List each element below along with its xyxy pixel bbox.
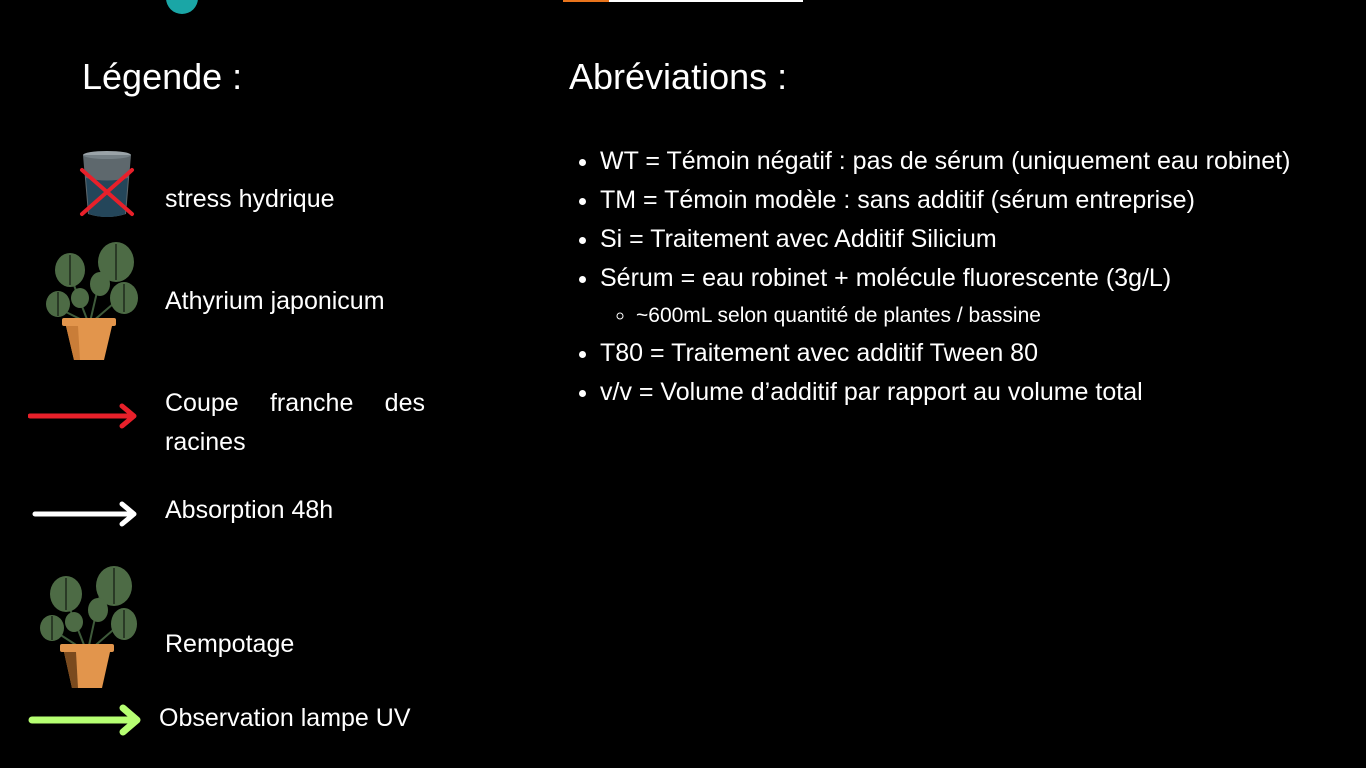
legend-label-rempotage: Rempotage xyxy=(165,630,295,658)
abbr-sub-list xyxy=(600,298,1366,334)
top-line-accent xyxy=(563,0,609,2)
abbreviations-title: Abréviations : xyxy=(569,56,788,97)
potted-plant-icon-rempotage xyxy=(38,566,138,692)
legend-label-absorption: Absorption 48h xyxy=(165,496,334,524)
arrow-right-icon-white xyxy=(32,500,142,528)
abbr-item-serum xyxy=(600,259,1366,334)
potted-plant-icon xyxy=(42,240,138,364)
teal-circle-decoration xyxy=(166,0,198,14)
abbr-item-si: • Si = Traitement avec Additif Silicium xyxy=(600,220,1366,259)
abbreviations-list xyxy=(570,142,1366,412)
arrow-right-icon-green xyxy=(28,704,146,736)
legend-label-coupe: Coupe franche des racines xyxy=(165,389,425,456)
top-line-decoration xyxy=(563,0,803,2)
abbr-item-wt: • WT = Témoin négatif : pas de sérum (uniquement eau robinet) xyxy=(600,142,1366,181)
abbr-sub-item-volume: ◦ ~600mL selon quantité de plantes / bassine xyxy=(636,298,1366,334)
legend-label-athyrium: Athyrium japonicum xyxy=(165,287,385,315)
water-glass-crossed-icon xyxy=(76,148,136,220)
legend-label-stress: stress hydrique xyxy=(165,185,335,213)
legend-title: Légende : xyxy=(82,56,243,97)
abbr-item-serum-text: Sérum = eau robinet + molécule fluorescente (3g/L) xyxy=(600,264,1172,292)
arrow-right-icon-red xyxy=(28,402,142,430)
abbr-item-t80: • T80 = Traitement avec additif Tween 80 xyxy=(600,334,1366,373)
legend-label-observation: Observation lampe UV xyxy=(159,704,411,732)
abbr-item-vv: • v/v = Volume d’additif par rapport au volume total xyxy=(600,373,1366,412)
abbr-item-tm: • TM = Témoin modèle : sans additif (sérum entreprise) xyxy=(600,181,1366,220)
